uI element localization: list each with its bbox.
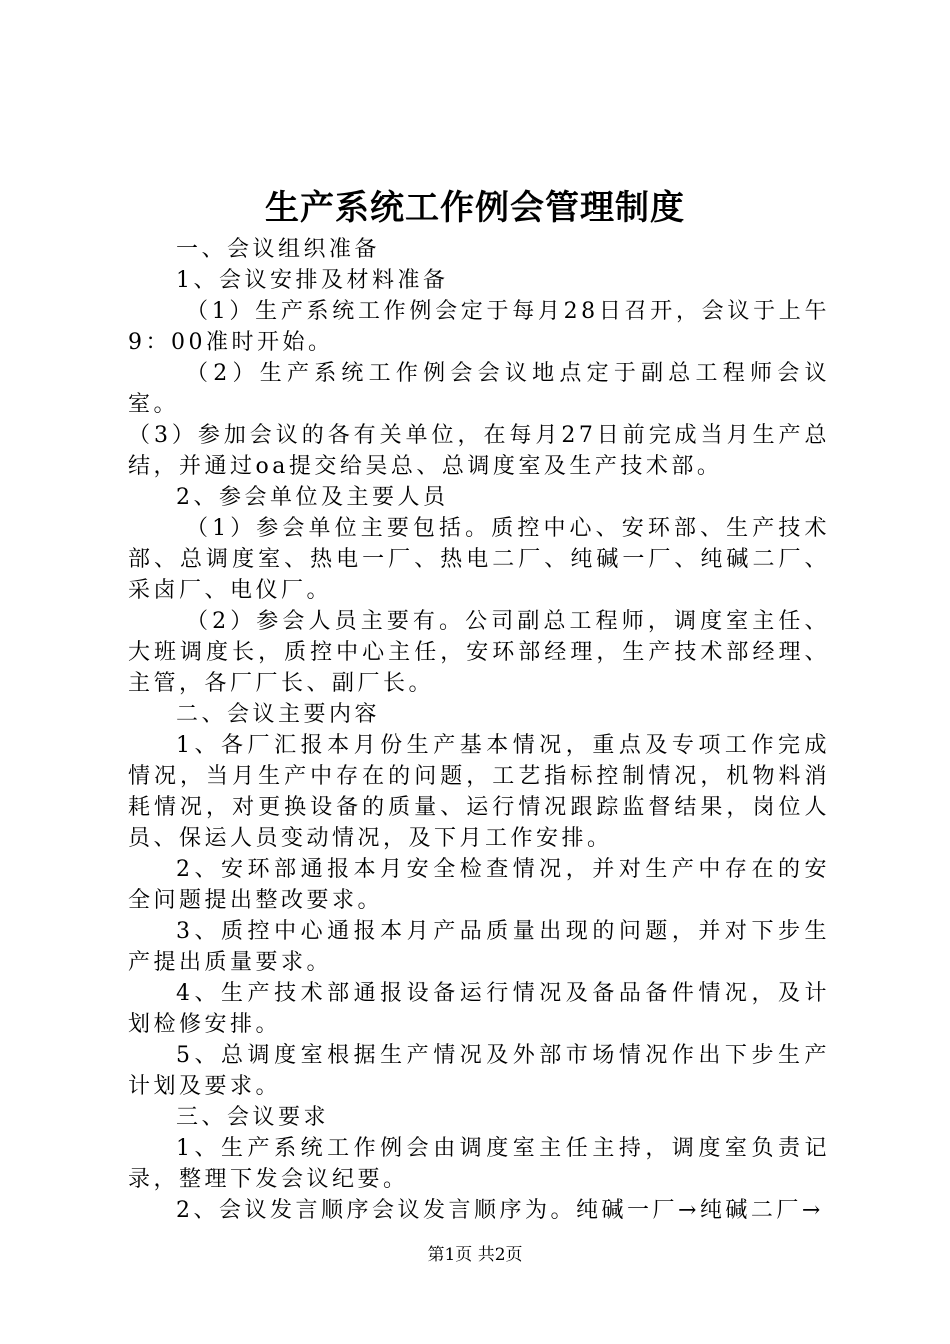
section-heading-3: 三、会议要求 [176, 1105, 330, 1130]
paragraph-participants: （2）参会人员主要有。公司副总工程师，调度室主任、大班调度长，质控中心主任，安环部经理，生产技术部经理、主管，各厂厂长、副厂长。 [128, 609, 830, 696]
paragraph-content-1: 1、各厂汇报本月份生产基本情况，重点及专项工作完成情况，当月生产中存在的问题，工艺指标控制情况，机物料消耗情况，对更换设备的质量、运行情况跟踪监督结果，岗位人员、保运人员变动情况，及下月工作安排。 [128, 733, 830, 851]
paragraph-content-5: 5、总调度室根据生产情况及外部市场情况作出下步生产计划及要求。 [128, 1043, 830, 1099]
subsection-heading-1-1: 1、会议安排及材料准备 [176, 268, 449, 293]
section-heading-2: 二、会议主要内容 [176, 702, 381, 727]
paragraph-summary-submission: （3）参加会议的各有关单位，在每月27日前完成当月生产总结，并通过oa提交给吴总、总调度室及生产技术部。 [128, 423, 830, 479]
paragraph-participating-units: （1）参会单位主要包括。质控中心、安环部、生产技术部、总调度室、热电一厂、热电二厂、纯碱一厂、纯碱二厂、采卤厂、电仪厂。 [128, 516, 830, 603]
document-body [128, 234, 830, 1226]
paragraph-content-3: 3、质控中心通报本月产品质量出现的问题，并对下步生产提出质量要求。 [128, 919, 830, 975]
paragraph-content-2: 2、安环部通报本月安全检查情况，并对生产中存在的安全问题提出整改要求。 [128, 857, 830, 913]
document-title: 生产系统工作例会管理制度 [265, 188, 685, 228]
page-footer: 第1页 共2页 [427, 1245, 523, 1265]
paragraph-content-4: 4、生产技术部通报设备运行情况及备品备件情况，及计划检修安排。 [128, 981, 830, 1037]
subsection-heading-1-2: 2、参会单位及主要人员 [176, 485, 449, 510]
section-heading-1: 一、会议组织准备 [176, 237, 381, 262]
paragraph-meeting-location: （2）生产系统工作例会会议地点定于副总工程师会议室。 [128, 361, 830, 417]
paragraph-meeting-time: （1）生产系统工作例会定于每月28日召开，会议于上午9：00准时开始。 [128, 299, 830, 355]
paragraph-requirement-1: 1、生产系统工作例会由调度室主任主持，调度室负责记录，整理下发会议纪要。 [128, 1136, 830, 1192]
paragraph-requirement-2: 2、会议发言顺序会议发言顺序为。纯碱一厂→纯碱二厂→ [176, 1198, 824, 1223]
